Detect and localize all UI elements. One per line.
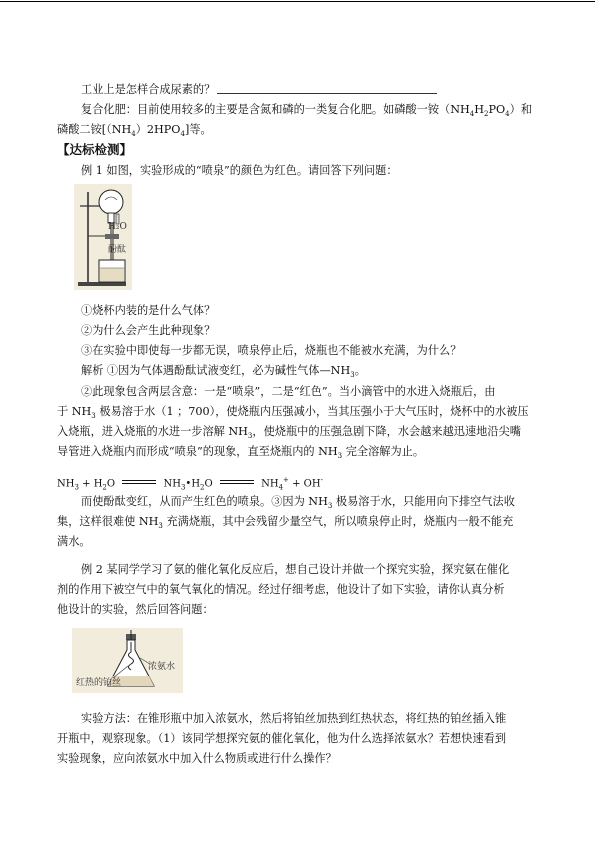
compound-fertilizer-line-2 bbox=[57, 123, 212, 141]
subscript: 4 bbox=[278, 483, 284, 492]
answer-blank[interactable] bbox=[217, 83, 437, 94]
example-1-prompt: 例 1 如图，实验形成的“喷泉”的颜色为红色。请回答下列问题： bbox=[81, 164, 398, 177]
method-line-2: 开瓶中，观察现象。（1）该同学想探究氨的催化氧化，他为什么选择浓氨水？若想快速看到 bbox=[57, 732, 507, 745]
text: NH bbox=[57, 478, 75, 490]
subscript: 4 bbox=[469, 110, 475, 119]
text: 而使酚酞变红，从而产生红色的喷泉。③因为 NH bbox=[81, 495, 328, 508]
text: 复合化肥：目前使用较多的主要是含氮和磷的一类复合化肥。如磷酸一铵（NH bbox=[81, 103, 470, 116]
section-heading: 【达标检测】 bbox=[57, 142, 133, 157]
ammonia-label: 浓氨水 bbox=[148, 662, 176, 672]
urea-question-text: 工业上是怎样合成尿素的？ bbox=[81, 83, 216, 96]
compound-fertilizer-line bbox=[81, 103, 532, 121]
text: ，使烧瓶中的压强急剧下降，水会越来越迅速地沿尖嘴 bbox=[252, 425, 521, 438]
subscript: 4 bbox=[505, 110, 510, 119]
text: 解析 ①因为气体遇酚酞试液变红，必为碱性气体—NH bbox=[81, 364, 351, 377]
text: ）2HPO bbox=[135, 123, 181, 136]
analysis-line-7 bbox=[57, 515, 513, 533]
example-2-line-3: 他设计的实验，然后回答问题： bbox=[57, 603, 214, 616]
text: 极易溶于水（1 ；700），使烧瓶内压强减小，当其压强小于大气压时，烧杯中的水被压 bbox=[95, 405, 529, 418]
question-3: ③在实验中即使每一步都无误，喷泉停止后，烧瓶也不能被水充满，为什么？ bbox=[81, 344, 462, 357]
text: H bbox=[474, 103, 484, 116]
text: ]等。 bbox=[184, 123, 212, 136]
subscript: 2 bbox=[483, 110, 489, 119]
superscript: - bbox=[320, 476, 323, 484]
water-label: H₂O bbox=[108, 222, 127, 232]
subscript: 3 bbox=[74, 483, 79, 492]
subscript: 2 bbox=[200, 483, 205, 492]
platinum-wire-label: 红热的铂丝 bbox=[76, 678, 122, 688]
text: ）和 bbox=[509, 103, 533, 116]
text: 充满烧瓶，其中会残留少量空气，所以喷泉停止时，烧瓶内一般不能充 bbox=[162, 515, 514, 528]
equilibrium-arrow-icon bbox=[220, 478, 254, 486]
subscript: 3 bbox=[350, 371, 355, 380]
method-line-3: 实验现象，应向浓氨水中加入什么物质或进行什么操作？ bbox=[57, 752, 337, 765]
analysis-line-3 bbox=[57, 405, 529, 423]
fountain-experiment-figure bbox=[74, 184, 132, 290]
subscript: 3 bbox=[158, 522, 163, 531]
question-1: ①烧杯内装的是什么气体？ bbox=[81, 304, 216, 317]
text: + OH bbox=[288, 478, 321, 490]
subscript: 3 bbox=[327, 502, 333, 511]
subscript: 3 bbox=[91, 412, 96, 421]
example-2-line-2: 剂的作用下被空气中的氧气氧化的情况。经过仔细考虑，他设计了如下实验，请你认真分析 bbox=[57, 583, 505, 596]
page-top-rule bbox=[0, 1, 595, 2]
analysis-line-1 bbox=[81, 364, 366, 382]
analysis-line-4 bbox=[57, 425, 521, 443]
catalytic-oxidation-figure bbox=[72, 628, 183, 693]
subscript: 3 bbox=[247, 432, 253, 441]
text: NH bbox=[163, 478, 181, 490]
question-2: ②为什么会产生此种现象？ bbox=[81, 324, 216, 337]
text: 导管进入烧瓶内而形成“喷泉”的现象，直至烧瓶内的 NH bbox=[57, 445, 338, 458]
ammonia-equilibrium-equation bbox=[57, 473, 323, 494]
phenolphthalein-label: 酚酞 bbox=[108, 245, 127, 255]
text: 于 NH bbox=[57, 405, 92, 418]
text: 极易溶于水，只能用向下排空气法收 bbox=[332, 495, 515, 508]
method-line-1: 实验方法：在锥形瓶中加入浓氨水，然后将铂丝加热到红热状态，将红热的铂丝插入锥 bbox=[81, 712, 507, 725]
text: 磷酸二铵[（NH bbox=[57, 123, 132, 136]
analysis-line-5 bbox=[57, 445, 424, 463]
subscript: 3 bbox=[337, 452, 343, 461]
text: 集，这样很难使 NH bbox=[57, 515, 159, 528]
text: PO bbox=[488, 103, 506, 116]
text: O bbox=[204, 478, 213, 490]
urea-question bbox=[81, 83, 437, 97]
text: O bbox=[106, 478, 116, 490]
analysis-line-2: ②此现象包含两层含意：一是“喷泉”，二是“红色”。当小滴管中的水进入烧瓶后，由 bbox=[81, 385, 496, 398]
example-2-line-1: 例 2 某同学学习了氨的催化氧化反应后，想自己设计并做一个探究实验，探究氨在催化 bbox=[81, 563, 510, 576]
subscript: 4 bbox=[180, 130, 185, 139]
superscript: + bbox=[283, 476, 289, 484]
fountain-apparatus-drawing bbox=[74, 184, 132, 290]
text: NH bbox=[261, 478, 279, 490]
subscript: 4 bbox=[131, 130, 136, 139]
subscript: 2 bbox=[102, 483, 107, 492]
analysis-line-8: 满水。 bbox=[57, 535, 91, 548]
analysis-line-6 bbox=[81, 495, 515, 513]
text: 完全溶解为止。 bbox=[342, 445, 425, 458]
text: •H bbox=[185, 478, 201, 490]
subscript: 3 bbox=[180, 483, 186, 492]
text: 入烧瓶，进入烧瓶的水进一步溶解 NH bbox=[57, 425, 248, 438]
text: 。 bbox=[354, 364, 366, 377]
text: + H bbox=[78, 478, 103, 490]
equilibrium-arrow-icon bbox=[122, 478, 156, 486]
